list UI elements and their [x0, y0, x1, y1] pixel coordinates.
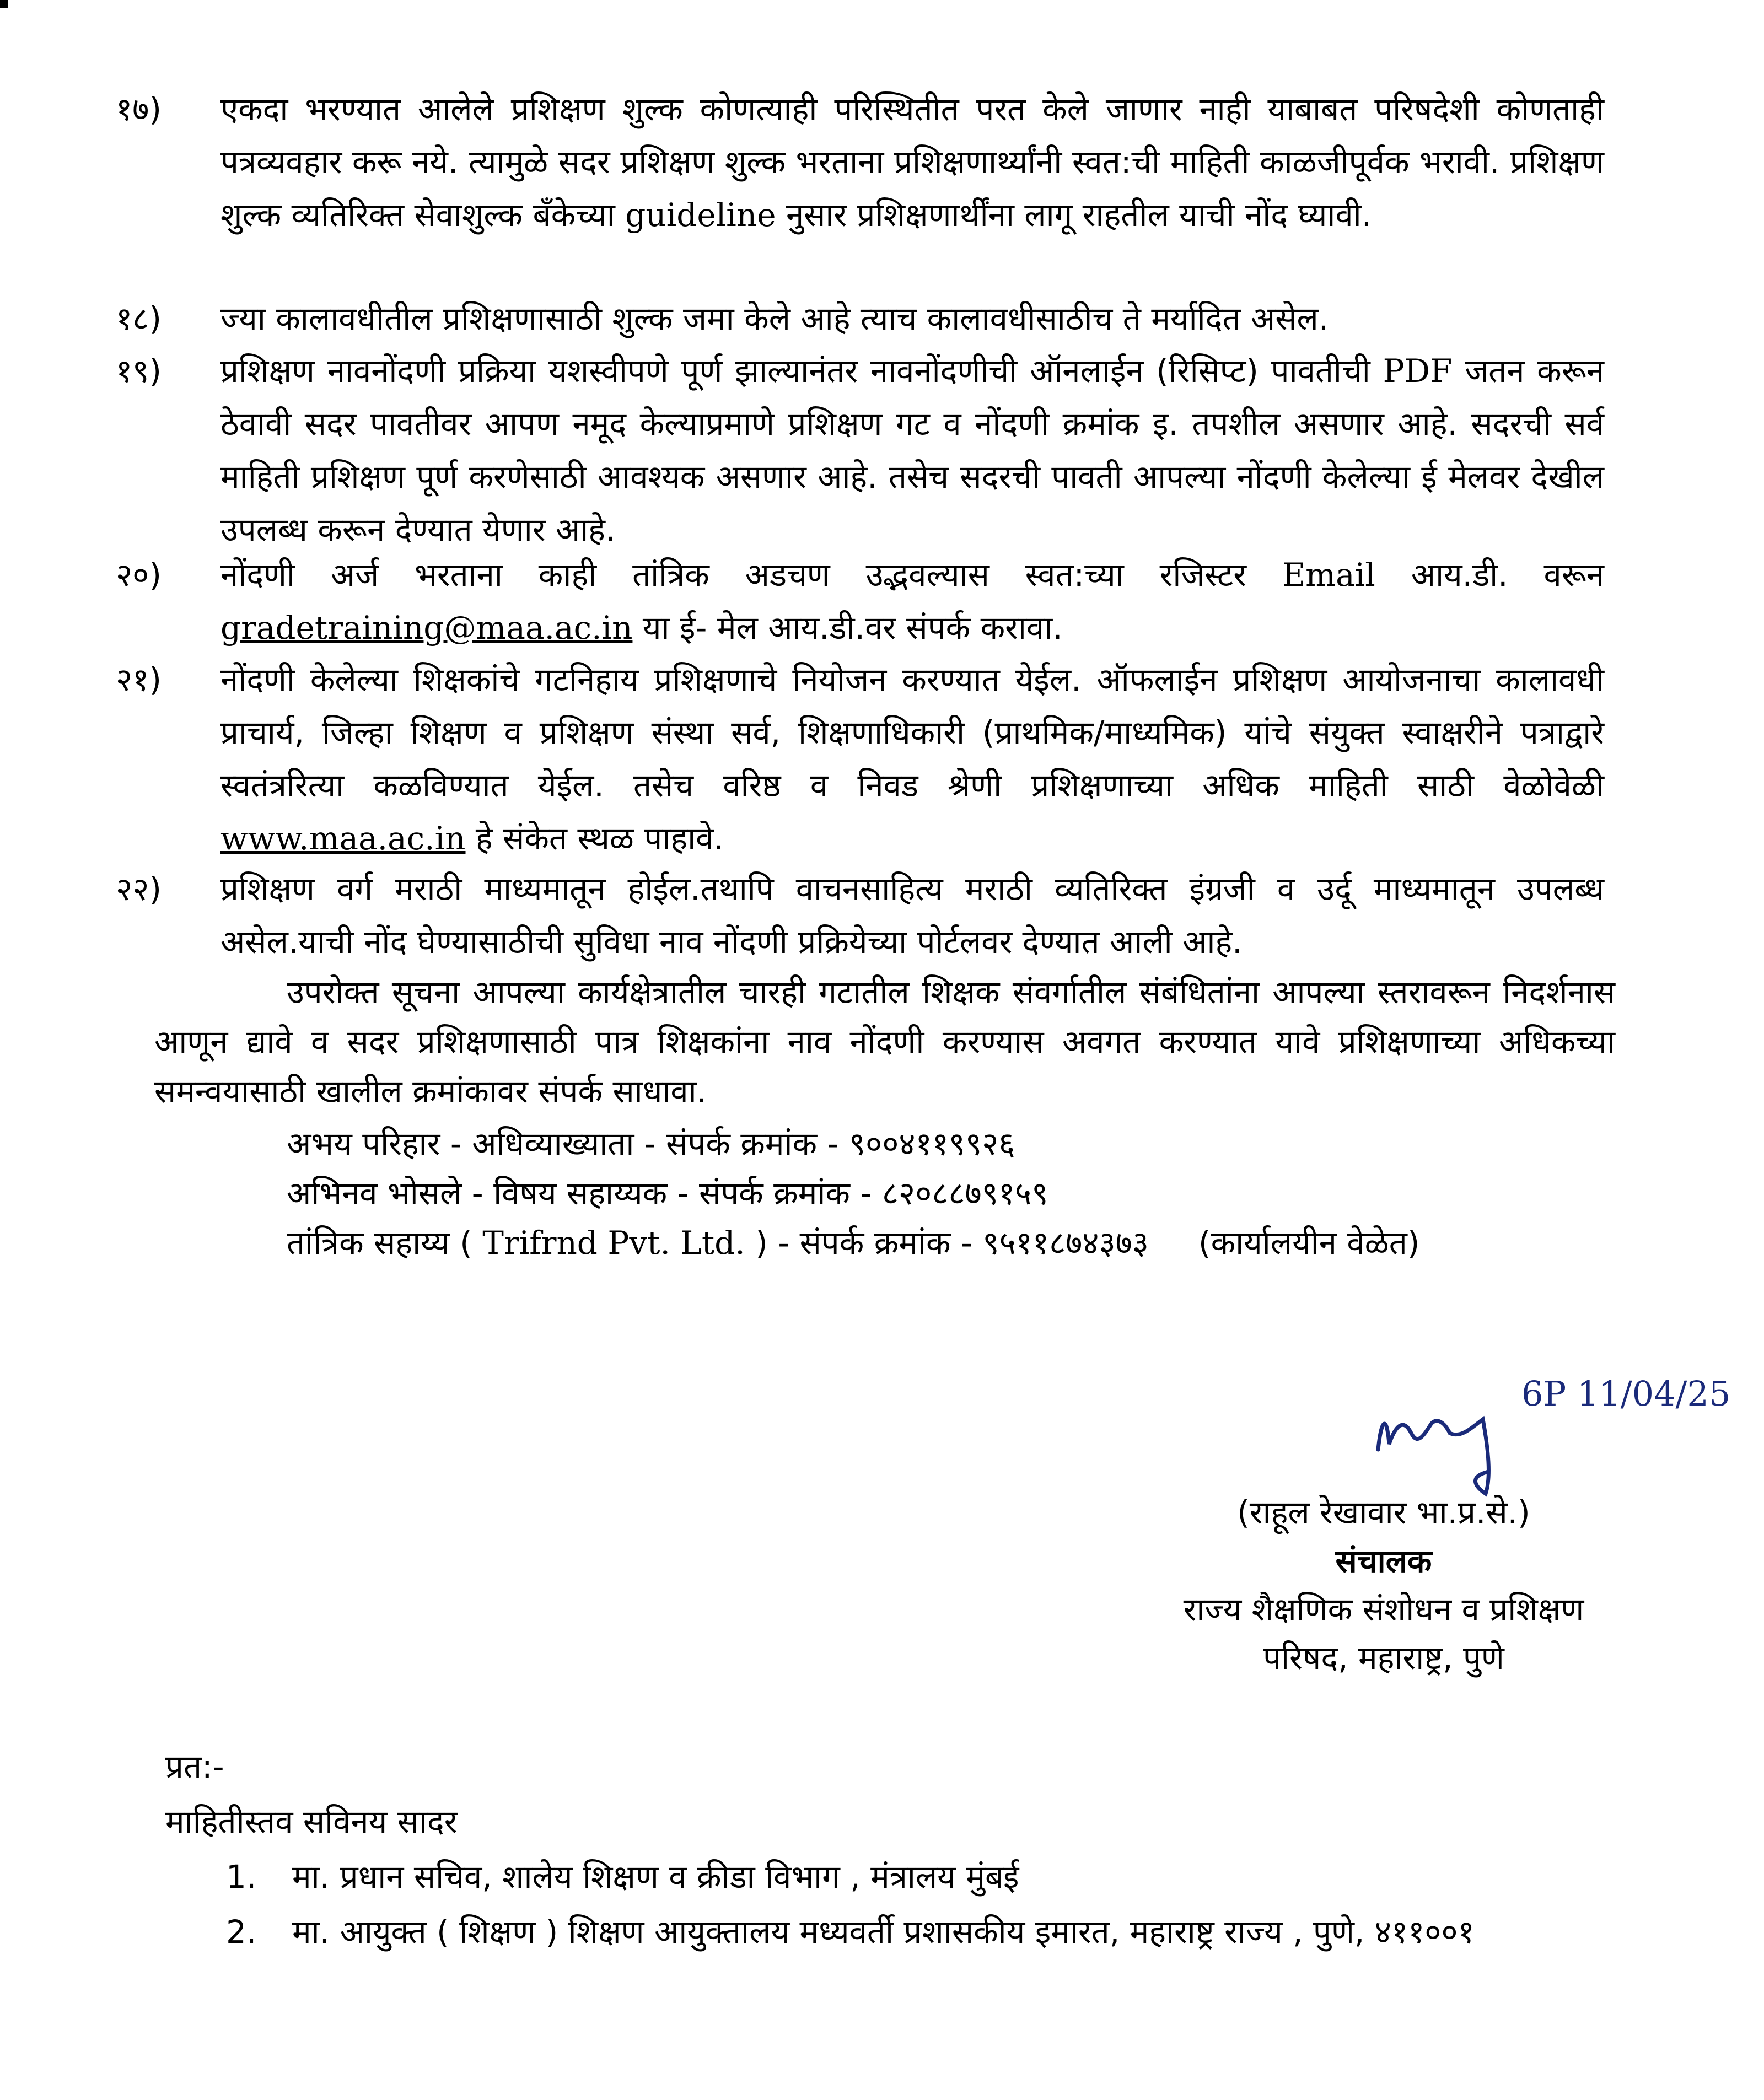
contact-line-3: तांत्रिक सहाय्य ( Trifrnd Pvt. Ltd. ) - संपर्क क्रमांक - ९५११८७४३७३ (कार्यालयीन वेळेत)	[287, 1224, 1420, 1262]
signatory-designation: संचालक	[1335, 1542, 1432, 1580]
closing-paragraph: उपरोक्त सूचना आपल्या कार्यक्षेत्रातील चारही गटातील शिक्षक संवर्गातील संबंधितांना आपल्या स्तरावरून निदर्शनास आणून द्यावे व सदर प्रशिक्षणासाठी पात्र शिक्षकांना नाव नोंदणी करण्यास अवगत करण्यात यावे प्रशिक्षणाच्या अधिकच्या समन्वयासाठी खालील क्रमांकावर संपर्क साधावा.	[154, 973, 1615, 1110]
website-link[interactable]: www.maa.ac.in	[220, 820, 466, 857]
item-number: २२)	[116, 870, 162, 908]
item-number: २०)	[116, 556, 162, 594]
signature-block	[1136, 1488, 1632, 1682]
office-hours-note: (कार्यालयीन वेळेत)	[1198, 1224, 1420, 1262]
pdf-word: PDF	[1383, 352, 1453, 390]
list-text: मा. प्रधान सचिव, शालेय शिक्षण व क्रीडा विभाग , मंत्रालय मुंबई	[292, 1858, 1019, 1896]
org-line-1: राज्य शैक्षणिक संशोधन व प्रशिक्षण	[1183, 1591, 1584, 1628]
list-number: 2.	[226, 1913, 257, 1951]
contact-line-1: अभय परिहार - अधिव्याख्याता - संपर्क क्रमांक - ९००४११९९२६	[287, 1125, 1015, 1162]
instruction-item-20	[116, 548, 1604, 654]
copy-to-item-2	[226, 1907, 1637, 1957]
scan-mark	[0, 0, 8, 8]
item-text: एकदा भरण्यात आलेले प्रशिक्षण शुल्क कोणत्याही परिस्थितीत परत केले जाणार नाही याबाबत परिषदेशी कोणताही पत्रव्यवहार करू नये. त्यामुळे सदर प्रशिक्षण शुल्क भरताना प्रशिक्षणार्थ्यांनी स्वत:ची माहिती काळजीपूर्वक भरावी. प्रशिक्षण शुल्क व्यतिरिक्त सेवाशुल्क बँकेच्या guideline नुसार प्रशिक्षणार्थींना लागू राहतील याची नोंद घ्यावी.	[220, 90, 1604, 234]
instruction-item-22	[116, 863, 1604, 968]
signatory-name: (राहूल रेखावार भा.प्र.से.)	[1237, 1494, 1530, 1531]
copy-to-heading: प्रत:-	[165, 1748, 224, 1785]
item-text: ज्या कालावधीतील प्रशिक्षणासाठी शुल्क जमा केले आहे त्याच कालावधीसाठीच ते मर्यादित असेल.	[220, 300, 1329, 337]
item-number: १७)	[116, 90, 162, 128]
copy-to-subheading: माहितीस्तव सविनय सादर	[165, 1803, 458, 1840]
item-text: प्रशिक्षण वर्ग मराठी माध्यमातून होईल.तथापि वाचनसाहित्य मराठी व्यतिरिक्त इंग्रजी व उर्दू माध्यमातून उपलब्ध असेल.याची नोंद घेण्यासाठीची सुविधा नाव नोंदणी प्रक्रियेच्या पोर्टलवर देण्यात आली आहे.	[220, 870, 1604, 961]
email-word: Email	[1282, 556, 1375, 594]
list-number: 1.	[226, 1858, 257, 1896]
item-number: १९)	[116, 352, 162, 390]
copy-to-item-1	[226, 1852, 1637, 1902]
instruction-item-19	[116, 344, 1604, 556]
instruction-item-21	[116, 653, 1604, 865]
contact-line-2: अभिनव भोसले - विषय सहाय्यक - संपर्क क्रमांक - ८२०८८७९१५९	[287, 1175, 1048, 1212]
item-text: नोंदणी केलेल्या शिक्षकांचे गटनिहाय प्रशिक्षणाचे नियोजन करण्यात येईल. ऑफलाईन प्रशिक्षण आयोजनाचा कालावधी प्राचार्य, जिल्हा शिक्षण व प्रशिक्षण संस्था सर्व, शिक्षणाधिकारी (प्राथमिक/माध्यमिक) यांचे संयुक्त स्वाक्षरीने पत्राद्वारे स्वतंत्ररित्या कळविण्यात येईल. तसेच वरिष्ठ व निवड श्रेणी प्रशिक्षणाच्या अधिक माहिती साठी वेळोवेळी www.maa.ac.in हे संकेत स्थळ पाहावे.	[220, 661, 1604, 857]
signature-scribble-icon	[1356, 1367, 1731, 1499]
item-text: प्रशिक्षण नावनोंदणी प्रक्रिया यशस्वीपणे पूर्ण झाल्यानंतर नावनोंदणीची ऑनलाईन (रिसिप्ट) पावतीची PDF जतन करून ठेवावी सदर पावतीवर आपण नमूद केल्याप्रमाणे प्रशिक्षण गट व नोंदणी क्रमांक इ. तपशील असणार आहे. सदरची सर्व माहिती प्रशिक्षण पूर्ण करणेसाठी आवश्यक असणार आहे. तसेच सदरची पावती आपल्या नोंदणी केलेल्या ई मेलवर देखील उपलब्ध करून देण्यात येणार आहे.	[220, 352, 1604, 548]
item-text: नोंदणी अर्ज भरताना काही तांत्रिक अडचण उद्भवल्यास स्वत:च्या रजिस्टर Email आय.डी. वरून gradetraining@maa.ac.in या ई- मेल आय.डी.वर संपर्क करावा.	[220, 556, 1604, 647]
item-number: २१)	[116, 661, 162, 698]
guideline-word: guideline	[625, 196, 776, 234]
instruction-item-18	[116, 292, 1604, 345]
item-number: १८)	[116, 300, 162, 337]
email-link[interactable]: gradetraining@maa.ac.in	[220, 609, 633, 647]
list-text: मा. आयुक्त ( शिक्षण ) शिक्षण आयुक्तालय मध्यवर्ती प्रशासकीय इमारत, महाराष्ट्र राज्य , पुणे, ४११००१	[292, 1913, 1475, 1951]
instruction-item-17	[116, 83, 1604, 241]
org-line-2: परिषद, महाराष्ट्र, पुणे	[1263, 1639, 1504, 1677]
company-name: Trifrnd Pvt. Ltd.	[482, 1224, 745, 1262]
signature-note: 6P 11/04/25	[1521, 1374, 1731, 1414]
